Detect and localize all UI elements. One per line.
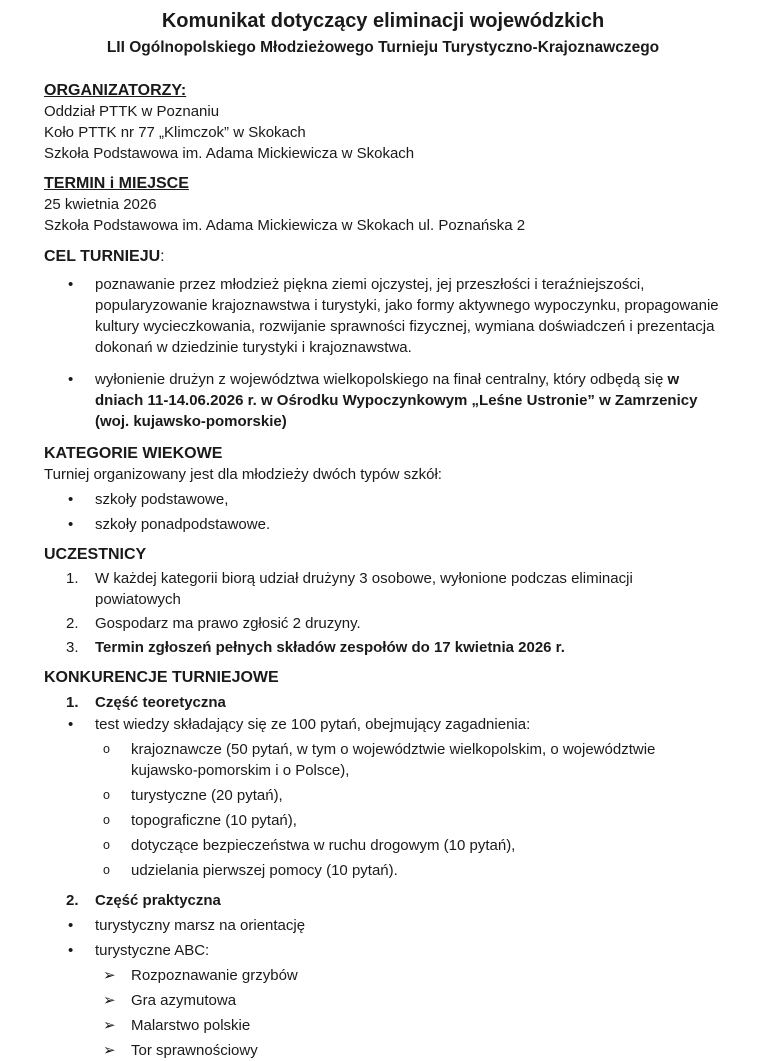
organizer-line: Oddział PTTK w Poznaniu (44, 103, 220, 120)
bullet-icon: • (68, 516, 74, 533)
participants-item: 3. Termin zgłoszeń pełnych składów zespołów do 17 kwietnia 2026 r. (66, 639, 565, 656)
age-category-item: • szkoły ponadpodstawowe. (68, 516, 271, 533)
document-subtitle: LII Ogólnopolskiego Młodzieżowego Turnieju Turystyczno-Krajoznawczego (106, 39, 660, 56)
section-goal (44, 246, 722, 432)
bullet-icon: • (68, 491, 74, 508)
part2-bullet-item: • turystyczne ABC: (68, 942, 210, 959)
date-line: 25 kwietnia 2026 (44, 196, 157, 213)
goal-bullet-text: wyłonienie drużyn z województwa wielkopolskiego na finał centralny, który odbędą się w dniach 11-14.06.2026 r. w Ośrodku Wypoczynkowym „Leśne Ustronie” w Zamrzenicy (woj. kujawsko-pomorskie) (95, 371, 698, 430)
participants-item: 2. Gospodarz ma prawo zgłosić 2 druzyny. (66, 615, 361, 632)
section-age-categories (44, 443, 722, 535)
competitions-heading: KONKURENCJE TURNIEJOWE (44, 669, 279, 686)
section-date-place (44, 173, 722, 236)
circle-bullet-icon: o (103, 838, 110, 852)
document-title: Komunikat dotyczący eliminacji wojewódzkich (161, 10, 605, 32)
participants-item: 1. W każdej kategorii biorą udział drużyny 3 osobowe, wyłonione podczas eliminacji powiatowych (66, 570, 633, 608)
arrow-bullet-icon: ➢ (103, 992, 116, 1009)
date-place-heading: TERMIN i MIEJSCE (44, 175, 189, 192)
goal-heading: CEL TURNIEJU: (44, 248, 165, 265)
abc-item: ➢ Rozpoznawanie grzybów (103, 967, 298, 984)
circle-bullet-icon: o (103, 813, 110, 827)
age-category-item: • szkoły podstawowe, (68, 491, 229, 508)
goal-bullet-text: poznawanie przez młodzież piękna ziemi ojczystej, jej przeszłości i teraźniejszości, popularyzowanie krajoznawstwa i turystyki, jako formy aktywnego wypoczynku, propagowanie kultury wycieczkowania, rozwijanie sprawności fizycznej, wymiana doświadczeń i prezentacja dokonań w dziedzinie turystyki i krajoznawstwa. (95, 276, 719, 356)
arrow-bullet-icon: ➢ (103, 1042, 116, 1059)
quiz-topic-item: o krajoznawcze (50 pytań, w tym o województwie wielkopolskim, o województwie kujawsko-pomorskim i o Polsce), (103, 741, 656, 779)
age-categories-heading: KATEGORIE WIEKOWE (44, 445, 223, 462)
goal-bullet-item (44, 369, 722, 432)
item-number: 2. (66, 615, 79, 632)
item-number: 3. (66, 639, 79, 656)
competitions-part2-title: 2. Część praktyczna (66, 892, 221, 909)
bullet-icon: • (68, 276, 74, 293)
circle-bullet-icon: o (103, 863, 110, 877)
quiz-topic-item: o turystyczne (20 pytań), (103, 787, 283, 804)
part1-bullet-item: • test wiedzy składający się ze 100 pytań, obejmujący zagadnienia: (68, 716, 531, 733)
section-participants (44, 544, 722, 658)
bullet-icon: • (68, 371, 74, 388)
quiz-topic-item: o udzielania pierwszej pomocy (10 pytań). (103, 862, 398, 879)
quiz-topic-item: o topograficzne (10 pytań), (103, 812, 297, 829)
quiz-topic-item: o dotyczące bezpieczeństwa w ruchu drogowym (10 pytań), (103, 837, 516, 854)
goal-bullet-item (44, 274, 722, 358)
competitions-part1-title: 1. Część teoretyczna (66, 694, 226, 711)
age-categories-intro: Turniej organizowany jest dla młodzieży dwóch typów szkół: (44, 466, 442, 483)
arrow-bullet-icon: ➢ (103, 967, 116, 984)
part2-bullet-item: • turystyczny marsz na orientację (68, 917, 306, 934)
section-competitions (44, 667, 722, 1061)
item-number: 2. (66, 892, 79, 909)
abc-item: ➢ Gra azymutowa (103, 992, 237, 1009)
item-number: 1. (66, 694, 79, 711)
bullet-icon: • (68, 917, 74, 934)
section-organizers (44, 80, 722, 164)
organizer-line: Koło PTTK nr 77 „Klimczok” w Skokach (44, 124, 306, 141)
bullet-icon: • (68, 716, 74, 733)
place-line: Szkoła Podstawowa im. Adama Mickiewicza w Skokach ul. Poznańska 2 (44, 217, 526, 234)
abc-item: ➢ Tor sprawnościowy (103, 1042, 258, 1059)
circle-bullet-icon: o (103, 788, 110, 802)
bullet-icon: • (68, 942, 74, 959)
circle-bullet-icon: o (103, 742, 110, 756)
organizer-line: Szkoła Podstawowa im. Adama Mickiewicza w Skokach (44, 145, 415, 162)
abc-item: ➢ Malarstwo polskie (103, 1017, 251, 1034)
organizers-heading: ORGANIZATORZY: (44, 82, 187, 99)
participants-heading: UCZESTNICY (44, 546, 147, 563)
item-number: 1. (66, 570, 79, 587)
arrow-bullet-icon: ➢ (103, 1017, 116, 1034)
